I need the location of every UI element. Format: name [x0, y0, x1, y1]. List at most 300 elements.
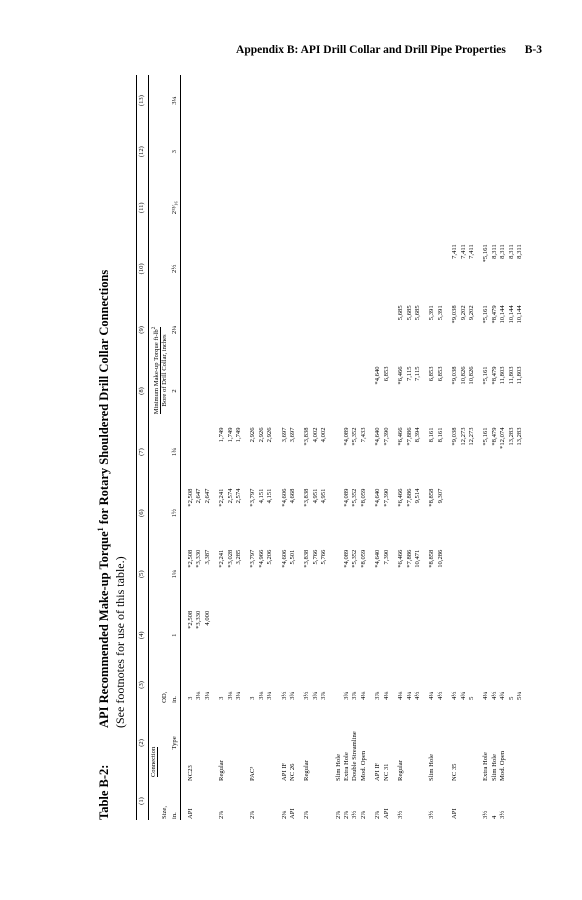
torque-cell: *6,466	[397, 427, 405, 446]
torque-cell: *2,241	[218, 549, 226, 568]
torque-cell	[499, 544, 507, 605]
torque-cell	[243, 360, 257, 421]
table-row	[460, 75, 468, 820]
torque-cell: *5,161	[482, 366, 490, 385]
torque-cell	[275, 238, 289, 299]
type-cell	[312, 704, 320, 782]
torque-cell: *8,858	[428, 488, 436, 507]
torque-cell	[516, 75, 524, 126]
torque-cell: 5,766	[320, 549, 328, 565]
torque-cell	[460, 75, 468, 126]
torque-cell	[414, 177, 422, 238]
torque-cell	[360, 238, 368, 299]
torque-cell: *6,466	[397, 366, 405, 385]
torque-cell	[297, 299, 311, 360]
torque-cell: *2,508	[186, 610, 194, 629]
table-row	[476, 75, 490, 820]
torque-cell: 7,411	[467, 244, 475, 259]
torque-cell	[445, 483, 459, 544]
torque-cell	[258, 75, 266, 126]
torque-cell	[351, 75, 359, 126]
type-cell: PAC³	[249, 766, 257, 781]
torque-cell: 7,433	[359, 427, 367, 443]
size-cell	[516, 782, 524, 820]
torque-cell: 5,685	[397, 305, 405, 321]
torque-cell: 12,273	[459, 427, 467, 446]
torque-cell: 10,286	[436, 549, 444, 568]
size-cell: 3½	[482, 810, 490, 819]
type-cell: NC 31	[382, 763, 390, 781]
od-cell: 3⅞	[351, 691, 359, 700]
torque-cell: 13,283	[515, 427, 523, 446]
torque-cell	[468, 75, 476, 126]
torque-cell: 2,926	[249, 427, 257, 443]
torque-cell	[312, 177, 320, 238]
torque-cell: 12,273	[467, 427, 475, 446]
torque-cell: 4,002	[311, 427, 319, 443]
type-cell	[406, 704, 414, 782]
torque-cell: 4,951	[320, 488, 328, 504]
bore-size-header: 1½	[171, 483, 181, 544]
od-header: OD,	[161, 691, 169, 703]
torque-cell	[406, 605, 414, 666]
torque-cell	[391, 126, 405, 177]
bore-size-header: 3	[171, 126, 181, 177]
torque-cell	[351, 177, 359, 238]
torque-cell	[383, 238, 391, 299]
torque-cell	[508, 126, 516, 177]
torque-cell	[422, 605, 436, 666]
torque-cell: 10,144	[507, 305, 515, 324]
torque-cell	[289, 177, 297, 238]
torque-cell	[445, 126, 459, 177]
torque-cell	[343, 299, 351, 360]
torque-cell	[437, 605, 445, 666]
type-cell	[204, 704, 212, 782]
table-row	[422, 75, 436, 820]
od-cell: 4⅛	[397, 691, 405, 700]
torque-cell	[360, 299, 368, 360]
od-cell: 5	[507, 696, 515, 700]
column-number: (8)	[137, 360, 148, 421]
torque-cell	[180, 299, 195, 360]
table-row	[414, 75, 422, 820]
torque-cell: *7,390	[382, 427, 390, 446]
torque-cell	[383, 75, 391, 126]
bore-header: Bore of Drill Collar, inches	[161, 334, 169, 407]
type-cell	[320, 704, 328, 782]
torque-cell: 1,749	[235, 427, 242, 443]
torque-cell	[476, 483, 490, 544]
bore-size-header: 2¼	[171, 299, 181, 360]
torque-cell	[320, 177, 328, 238]
column-number-row	[137, 75, 148, 820]
torque-cell: 10,144	[499, 305, 507, 324]
size-cell: API	[382, 808, 390, 819]
torque-cell	[437, 75, 445, 126]
torque-cell	[437, 126, 445, 177]
torque-cell: 6,853	[428, 366, 436, 382]
od-cell: 4¾	[459, 691, 467, 700]
torque-cell	[243, 238, 257, 299]
torque-cell	[491, 483, 499, 544]
torque-cell	[343, 126, 351, 177]
table-row	[343, 75, 351, 820]
torque-cell: *4,089	[343, 488, 351, 507]
torque-cell	[329, 238, 343, 299]
size-cell	[406, 782, 414, 820]
torque-cell	[422, 177, 436, 238]
torque-cell: 4,151	[266, 488, 274, 504]
torque-cell	[343, 605, 351, 666]
type-cell: NC 35	[451, 763, 459, 781]
torque-cell: 5,391	[436, 305, 444, 321]
torque-cell	[329, 422, 343, 483]
type-cell: Regular	[397, 760, 405, 781]
table-row	[391, 75, 405, 820]
torque-cell	[391, 75, 405, 126]
torque-cell	[414, 605, 422, 666]
torque-cell	[516, 483, 524, 544]
torque-cell	[212, 299, 226, 360]
torque-cell	[289, 126, 297, 177]
torque-cell	[476, 75, 490, 126]
type-cell	[414, 704, 422, 782]
torque-cell	[343, 75, 351, 126]
torque-cell	[360, 605, 368, 666]
torque-cell	[468, 544, 476, 605]
torque-cell	[360, 126, 368, 177]
torque-cell: *8,479	[490, 305, 498, 324]
table-row	[406, 75, 414, 820]
torque-cell	[235, 299, 243, 360]
bore-size-header: 1¼	[171, 544, 181, 605]
torque-cell: 4,951	[311, 488, 319, 504]
torque-cell	[351, 299, 359, 360]
od-cell	[329, 666, 343, 704]
torque-cell	[204, 75, 212, 126]
od-cell: 3¼	[235, 691, 242, 700]
column-number: (1)	[137, 782, 148, 820]
torque-cell	[406, 126, 414, 177]
torque-cell	[227, 605, 235, 666]
torque-cell: 9,202	[467, 305, 475, 321]
torque-cell	[368, 177, 382, 238]
od-cell: 4⅛	[382, 691, 390, 700]
torque-cell	[204, 422, 212, 483]
size-cell: 2⅜	[280, 810, 288, 819]
torque-cell	[508, 177, 516, 238]
torque-cell	[227, 177, 235, 238]
torque-cell	[445, 177, 459, 238]
torque-cell	[468, 483, 476, 544]
torque-cell	[275, 360, 289, 421]
torque-cell	[297, 126, 311, 177]
torque-cell: *12,074	[499, 427, 507, 449]
torque-cell	[499, 177, 507, 238]
torque-cell	[212, 360, 226, 421]
table-row	[320, 75, 328, 820]
torque-cell	[491, 605, 499, 666]
torque-cell	[312, 75, 320, 126]
type-header: Type	[171, 704, 181, 782]
od-cell: 3⅛	[195, 691, 203, 700]
torque-cell: 7,115	[405, 366, 413, 382]
torque-group-header: Minimum Make-up Torque $ft-lb^2$	[150, 326, 160, 415]
torque-cell: 4,000	[203, 610, 211, 626]
type-cell	[460, 704, 468, 782]
torque-cell	[414, 126, 422, 177]
torque-cell: 8,161	[436, 427, 444, 443]
bore-size-header: 1	[171, 605, 181, 666]
torque-cell	[476, 177, 490, 238]
torque-cell: 4,151	[257, 488, 265, 504]
torque-cell	[476, 126, 490, 177]
type-cell: API IF	[280, 762, 288, 781]
type-cell: NC23	[186, 765, 194, 781]
torque-cell: 1,749	[226, 427, 234, 443]
type-cell: Extra Hole	[482, 752, 490, 781]
torque-cell	[258, 126, 266, 177]
od-cell: 3	[186, 696, 194, 700]
torque-cell: *4,606	[280, 549, 288, 568]
torque-cell	[180, 422, 195, 483]
torque-cell	[460, 177, 468, 238]
size-cell	[437, 782, 445, 820]
torque-cell	[343, 177, 351, 238]
torque-cell	[391, 238, 405, 299]
torque-cell: *9,038	[451, 305, 459, 324]
torque-cell: 2,926	[257, 427, 265, 443]
torque-cell	[180, 360, 195, 421]
torque-cell	[491, 177, 499, 238]
type-cell: Extra Hole	[343, 752, 351, 781]
torque-cell: *8,479	[490, 427, 498, 446]
torque-cell: *4,606	[280, 488, 288, 507]
torque-cell: 1,749	[218, 427, 226, 443]
torque-cell	[297, 238, 311, 299]
torque-cell	[235, 177, 243, 238]
torque-cell	[360, 360, 368, 421]
size-cell: API	[186, 808, 194, 819]
type-cell	[516, 704, 524, 782]
od-cell: 3	[218, 696, 226, 700]
torque-cell	[422, 238, 436, 299]
torque-cell	[312, 605, 320, 666]
od-cell: 3¼	[203, 691, 211, 700]
torque-cell	[422, 75, 436, 126]
table-row	[312, 75, 320, 820]
type-cell: Slim Hole	[428, 754, 436, 781]
torque-cell	[329, 177, 343, 238]
torque-cell	[297, 605, 311, 666]
size-cell: 2⅞	[374, 810, 382, 819]
size-cell: 2⅞	[303, 810, 311, 819]
size-header: Size,	[161, 805, 169, 819]
rotated-table-container	[94, 75, 549, 820]
size-cell	[227, 782, 235, 820]
column-number: (6)	[137, 483, 148, 544]
column-number: (10)	[137, 238, 148, 299]
type-cell: Mod. Open	[359, 750, 367, 781]
table-row	[383, 75, 391, 820]
od-unit-header: in.	[171, 666, 181, 704]
torque-cell	[499, 605, 507, 666]
torque-cell: 6,853	[382, 366, 390, 382]
torque-cell: *3,330	[195, 610, 203, 629]
column-number: (4)	[137, 605, 148, 666]
table-row	[204, 75, 212, 820]
column-number: (12)	[137, 126, 148, 177]
torque-cell	[320, 126, 328, 177]
torque-cell	[180, 238, 195, 299]
torque-cell: *4,640	[374, 427, 382, 446]
torque-cell: 11,803	[499, 366, 507, 385]
torque-cell	[460, 126, 468, 177]
torque-cell	[195, 126, 203, 177]
torque-cell	[227, 299, 235, 360]
type-cell: API IF	[374, 762, 382, 781]
type-cell: Slim Hole	[490, 754, 498, 781]
size-cell	[258, 782, 266, 820]
torque-cell	[329, 544, 343, 605]
header-unit-row	[171, 75, 181, 820]
torque-cell: *4,640	[374, 488, 382, 507]
type-cell	[468, 704, 476, 782]
torque-cell	[499, 483, 507, 544]
torque-cell	[235, 605, 243, 666]
torque-cell	[258, 360, 266, 421]
torque-cell	[275, 126, 289, 177]
od-cell: 3¾	[311, 691, 319, 700]
torque-cell	[516, 605, 524, 666]
torque-cell	[445, 605, 459, 666]
column-number: (7)	[137, 422, 148, 483]
torque-cell: 5,391	[428, 305, 436, 321]
od-cell: 4½	[451, 691, 459, 700]
table-row	[235, 75, 243, 820]
torque-cell	[516, 177, 524, 238]
table-row	[266, 75, 274, 820]
torque-cell	[320, 360, 328, 421]
bore-size-header: 1¾	[171, 422, 181, 483]
torque-cell	[343, 238, 351, 299]
od-cell: 4½	[413, 691, 421, 700]
column-number: (5)	[137, 544, 148, 605]
torque-cell: *8,059	[359, 488, 367, 507]
table-row	[227, 75, 235, 820]
torque-table	[136, 75, 524, 820]
table-row	[508, 75, 516, 820]
size-cell: 3½	[499, 810, 507, 819]
torque-cell: 9,514	[413, 488, 421, 504]
size-cell	[320, 782, 328, 820]
size-cell	[312, 782, 320, 820]
torque-cell	[508, 75, 516, 126]
od-cell: 3⅞	[374, 691, 382, 700]
size-cell: 2⅞	[359, 810, 367, 819]
table-row	[212, 75, 226, 820]
torque-cell	[437, 177, 445, 238]
torque-cell: *3,797	[249, 488, 257, 507]
torque-cell	[368, 238, 382, 299]
torque-cell: *6,466	[397, 488, 405, 507]
table-row	[491, 75, 499, 820]
type-cell: Double Streamline	[351, 731, 359, 781]
torque-cell	[351, 126, 359, 177]
torque-cell	[351, 238, 359, 299]
torque-cell	[275, 605, 289, 666]
torque-cell: 13,283	[507, 427, 515, 446]
page-header	[236, 44, 542, 56]
torque-cell	[212, 75, 226, 126]
size-unit-header: in.	[171, 782, 181, 820]
torque-cell: *3,838	[303, 549, 311, 568]
size-cell: API	[289, 808, 297, 819]
type-cell	[266, 704, 274, 782]
torque-cell	[204, 126, 212, 177]
size-cell	[468, 782, 476, 820]
torque-cell	[360, 75, 368, 126]
bore-size-header: 3¼	[171, 75, 181, 126]
torque-cell	[235, 360, 243, 421]
torque-cell	[406, 177, 414, 238]
torque-cell	[460, 483, 468, 544]
torque-cell: 8,311	[490, 244, 498, 259]
torque-cell: 3,387	[203, 549, 211, 565]
table-row	[297, 75, 311, 820]
torque-cell	[445, 75, 459, 126]
size-cell	[508, 782, 516, 820]
table-row	[360, 75, 368, 820]
torque-cell: *3,028	[226, 549, 234, 568]
torque-cell: 9,307	[436, 488, 444, 504]
type-cell	[508, 704, 516, 782]
torque-cell	[491, 126, 499, 177]
torque-cell	[227, 360, 235, 421]
connection-group-header: Connection	[149, 746, 157, 778]
torque-cell	[266, 177, 274, 238]
torque-cell	[297, 75, 311, 126]
od-cell: 3⅛	[226, 691, 234, 700]
torque-cell	[508, 544, 516, 605]
od-cell: 4¼	[405, 691, 413, 700]
size-cell: 2⅞	[218, 810, 226, 819]
torque-cell	[243, 605, 257, 666]
od-cell: 4¾	[499, 691, 507, 700]
torque-cell: *4,966	[257, 549, 265, 568]
type-cell	[195, 704, 203, 782]
torque-cell: *3,838	[303, 427, 311, 446]
torque-cell	[516, 544, 524, 605]
torque-cell: *8,479	[490, 366, 498, 385]
torque-cell: 7,390	[382, 549, 390, 565]
torque-cell: *9,038	[451, 366, 459, 385]
torque-cell	[343, 360, 351, 421]
od-cell: 3⅛	[257, 691, 265, 700]
torque-cell: *4,640	[374, 366, 382, 385]
od-cell: 5¼	[515, 691, 523, 700]
torque-cell	[414, 75, 422, 126]
table-row	[180, 75, 195, 820]
torque-cell	[499, 126, 507, 177]
torque-cell	[212, 605, 226, 666]
table-row	[329, 75, 343, 820]
torque-cell	[320, 238, 328, 299]
torque-cell	[195, 238, 203, 299]
torque-cell: 4,002	[320, 427, 328, 443]
od-cell: 4⅛	[359, 691, 367, 700]
